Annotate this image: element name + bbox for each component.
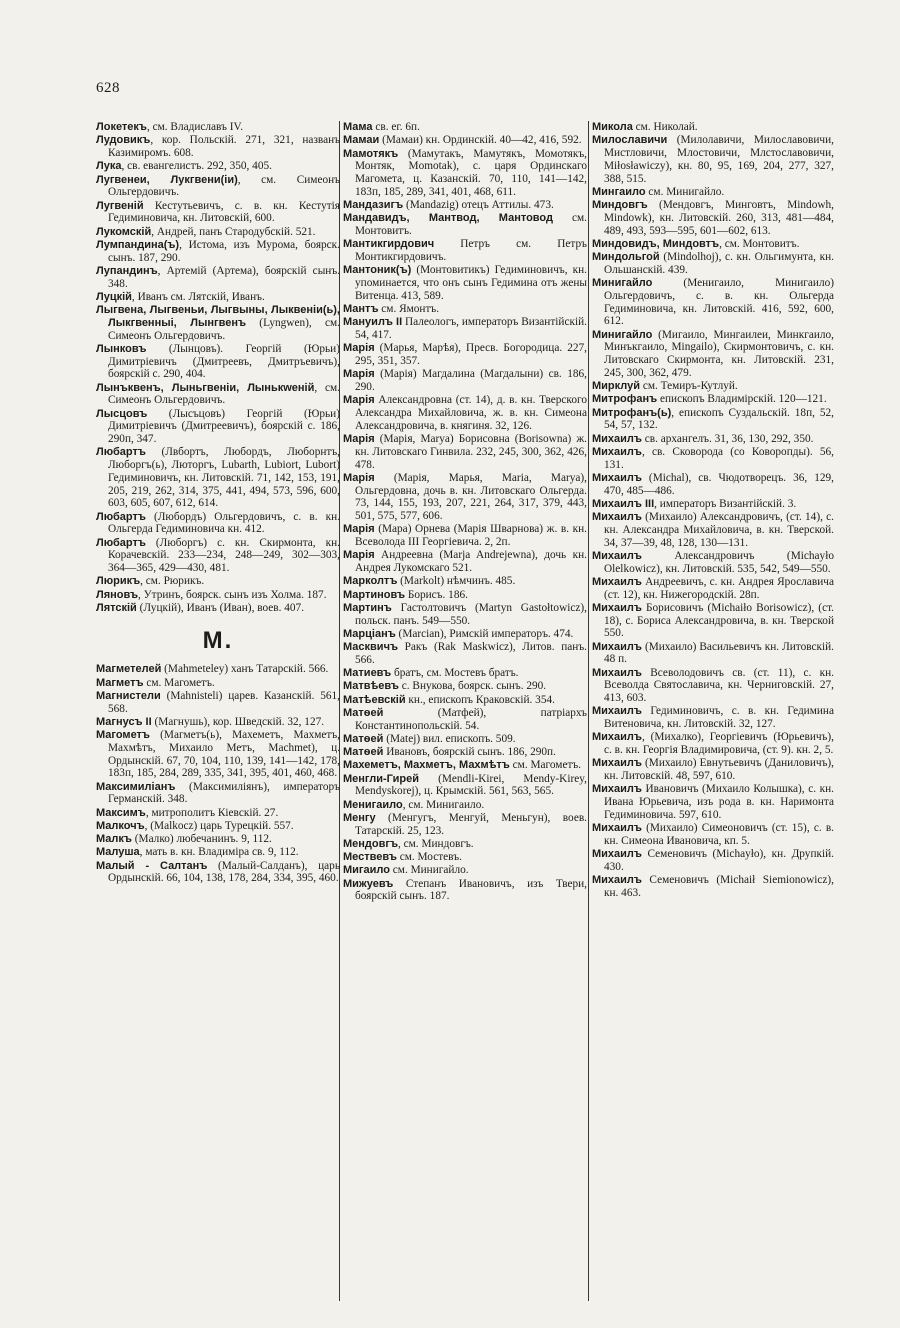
index-entry [96,537,340,575]
entry-text: (Менигаило, Минигаило) Ольгердовичъ, с. в. кн. Ольгерда Гедиминовича, кн. Литовскій. 416, 592, 600, 612. [604,277,834,328]
entry-text: , Артемій (Артема), боярскій сынъ. 348. [108,264,340,290]
index-entry [343,799,587,812]
entries-l [96,121,340,615]
index-entry [592,251,834,277]
entry-text: (Марія) Магдалина (Магдалыни) св. 186, 290. [355,368,587,393]
entry-headword: Марія [343,368,375,381]
entry-text: (Лвбортъ, Любордъ, Люборнтъ, Люборгъ(ь), Люторгъ, Lubarth, Lubiort, Lubort) Гедиминовичъ, кн. Литовскій. 71, 142, 153, 191, 205, 219, 262, 314, 375, 441, 494, 573, 596, 600, 603, 605, 607, 612, 614. [108,446,340,510]
entry-headword: Марія [343,394,375,407]
entry-text: см. Магометъ. [509,759,582,772]
index-entry [343,733,587,746]
index-entry [592,822,834,848]
index-entry [343,238,587,264]
entry-headword: Любартъ [96,446,146,459]
entry-headword: Миндовгъ [592,199,648,211]
entry-headword: Михаилъ [592,666,642,679]
entry-headword: Мамотякъ [343,147,399,160]
index-entry [592,511,834,549]
entry-headword: Мантикгирдович [343,238,435,251]
entry-text: Александровичъ (Michayło Olelkowicz), кн. Литовскій. 535, 542, 549—550. [604,549,834,575]
index-entry [96,716,340,729]
entry-text: см. Магометъ. [143,676,215,689]
entry-headword: Менгли-Гирей [343,772,419,785]
index-entry [592,238,834,251]
index-entry [343,680,587,693]
entry-headword: Марія [343,433,375,445]
index-entry [343,838,587,851]
entry-headword: Магметъ [96,676,144,689]
entry-headword: Лука [96,160,122,173]
entry-headword: Марціанъ [343,627,396,640]
index-entry [592,433,834,446]
entry-headword: Марія [343,471,375,484]
index-entry [592,498,834,511]
entry-text: (Matej) вил. епископъ. 509. [383,732,516,745]
index-entry [592,329,834,380]
entry-headword: Магнистели [96,689,161,702]
index-entry [96,846,340,859]
entry-headword: Любартъ [96,536,146,549]
index-entry [343,368,587,394]
entry-headword: Магнусъ II [96,715,152,728]
entry-text: (Магметъ(ь), Махеметъ, Махметъ, Махмѣтъ, Михаило Метъ, Machmet), ц. Ордынскій. 67, 70, 104, 110, 139, 141—142, 178, 183п, 185, 284, 289, 335, 341, 395, 401, 460, 468. [108,729,340,780]
entry-text: кн., епископъ Краковскій. 354. [405,693,555,706]
index-entry [343,472,587,523]
entry-headword: Мантъ [343,303,379,315]
entry-headword: Михаилъ [592,874,642,886]
entry-headword: Михаилъ [592,471,642,484]
entry-text: (Менгугъ, Менгуй, Меньгун), воев. Татарскій. 25, 123. [355,811,587,837]
index-entry [343,864,587,877]
entry-headword: Лятскій [96,601,137,614]
entry-headword: Лынъквенъ, Лыньгвеніи, Лынькwеній [96,381,315,394]
entry-text: , см. Владиславъ IV. [146,121,244,133]
index-column-3 [592,121,834,900]
entry-text: Палеологъ, императоръ Византійскій. 54, 417. [355,316,587,341]
index-entry [592,199,834,237]
entry-headword: Мама [343,121,373,133]
entry-text: Степанъ Ивановичъ, изъ Твери, боярскій сынъ. 187. [355,877,587,903]
entry-text: (Максимиліянъ), императоръ Германскій. 348. [108,780,340,806]
entry-headword: Марія [343,342,375,355]
index-entry [592,757,834,783]
index-entry [592,277,834,328]
entry-headword: Михаилъ [592,757,642,770]
entry-headword: Максимъ [96,806,146,819]
entry-text: , (Михалко), Георгіевичъ (Юрьевичъ), с. в. кн. Георгія Владимировича, (ст. 9). кн. 2, 5. [604,731,834,756]
entry-headword: Марколтъ [343,575,398,588]
entry-text: , см. Симеонъ Ольгердовичъ. [108,173,340,199]
entry-text: (Mendli-Kirei, Mendy-Kirey, Mendyskorej), ц. Крымскій. 561, 563, 565. [355,772,587,798]
entry-headword: Малуша [96,846,140,859]
index-entry [592,134,834,185]
index-entry [343,549,587,575]
entry-text: (Лысъцовъ) Георгій (Юрьи) Димитріевичъ (Дмитреевичъ), боярскій с. 186, 290п, 347. [108,407,340,445]
index-entry [343,773,587,799]
index-entry [96,860,340,886]
index-entry [343,878,587,904]
entry-headword: Махеметъ, Махметъ, Махмѣтъ [343,759,510,772]
index-entry [343,667,587,680]
entry-text: см. Минигайло. [645,185,725,198]
entry-headword: Марія [343,549,375,562]
entry-text: (Мамутакъ, Мамутякъ, Момотякъ, Монтяк, Momotak), с. царя Ординскаго Магомета, ц. Казанскій. 70, 110, 141—142, 183п, 185, 289, 341, 401, 468, 611. [355,147,587,198]
entry-headword: Магометъ [96,729,150,741]
entry-text: (Михаило) Симеоновичъ (ст. 15), с. в. кн. Симеона Ивановича, кп. 5. [604,822,834,847]
index-entry [343,316,587,342]
index-entry [343,694,587,707]
entry-text: (Marcian), Римскій императоръ. 474. [395,627,574,640]
entry-headword: Михаилъ [592,432,642,445]
entry-text: (Michal), св. Чюдотворецъ. 36, 129, 470, 485—486. [604,471,834,497]
entry-text: (Лынцовъ). Георгій (Юрьи) Димитріевичъ (Дмитреевъ, Дмитръевичъ), боярскій с. 290, 404. [108,342,340,381]
index-entry [96,343,340,381]
entry-headword: Ляновъ [96,588,139,601]
entry-text: (Mahmeteley) ханъ Татарскій. 566. [161,663,329,676]
entry-text: , митрополитъ Кіевскій. 27. [145,806,279,819]
entry-headword: Малкочъ [96,819,145,832]
entry-text: , см. Минигаило. [402,798,485,811]
entry-headword: Лынковъ [96,342,147,355]
index-entry [96,807,340,820]
entry-text: (Марья, Марѣя), Пресв. Богородица. 227, 295, 351, 357. [355,342,587,367]
entries-m3 [592,121,834,900]
entry-headword: Милославичи [592,134,668,147]
entry-text: (Михаило) Евнутьевичъ (Даниловичъ), кн. Литовскій. 48, 597, 610. [604,757,834,782]
index-entry [592,783,834,821]
entry-headword: Малый - Салтанъ [96,859,208,872]
index-entry [96,408,340,446]
entry-headword: Мануилъ II [343,316,403,329]
entry-text: (Mandazig) отецъ Аттилы. 473. [403,199,554,211]
entry-text: (Марія, Marya) Борисовна (Borisowna) ж. кн. Литовскаго Гинвила. 232, 245, 300, 362, 426, 478. [355,433,587,471]
index-entry [592,576,834,602]
entry-text: (Lyngwen), см. Симеонъ Ольгердовичъ. [108,316,340,342]
index-entry [96,382,340,408]
entry-headword: Мантоник(ъ) [343,264,412,277]
entry-text: братъ, см. Мостевъ братъ. [391,667,519,679]
index-entry [96,589,340,602]
entry-text: см. Монтовитъ. [355,212,587,237]
index-entry [96,575,340,588]
entry-headword: Мижуевъ [343,877,394,890]
entry-headword: Михаилъ [592,601,642,614]
entry-text: Борисовичъ (Michaiło Borisowicz), (ст. 18), с. Бориса Александровича, в. кн. Тверской 550. [604,601,834,640]
index-entry [96,174,340,200]
entry-text: , см. Симеонъ Ольгердовичъ. [108,381,340,407]
entry-text: с. Внукова, боярск. сынъ. 290. [398,680,547,693]
entry-text: (Любордъ) Ольгердовичъ, с. в. кн. Ольгерда Гедиминовича кн. 412. [108,510,340,536]
entry-headword: Матѳей [343,732,384,745]
entry-headword: Лупандинъ [96,264,158,277]
entry-headword: Михаилъ [592,549,642,562]
entry-text: Александровна (ст. 14), д. в. кн. Тверского Александра Михайловича, ж. в. кн. Симеона Александровича, в. княгиня. 32, 126. [355,394,587,432]
entry-headword: Миндовидъ, Миндовтъ [592,237,720,250]
entry-text: Петръ см. Петръ Монтикгирдовичъ. [355,238,587,263]
index-entry [343,199,587,212]
entry-text: Ракъ (Rak Maskwicz), Литов. панъ. 566. [355,641,587,666]
entry-text: (Монтовитикъ) Гедиминовичъ, кн. упоминается, что онъ сынъ Гедимина отъ жены Витенца. 413, 589. [355,264,587,302]
entry-text: , Андрей, панъ Стародубскій. 521. [151,225,316,238]
index-column-2 [343,121,587,904]
index-entry [96,304,340,342]
entry-text: (Магнушь), кор. Шведскій. 32, 127. [151,715,325,728]
entry-text: Семеновичъ (Michayło), кн. Друпкій. 430. [604,848,834,873]
entry-headword: Лудовикъ [96,134,151,147]
entry-headword: Менигаило [343,798,403,811]
entry-headword: Локетекъ [96,121,147,133]
index-entry [96,446,340,510]
entry-text: (Мара) Орнева (Марія Шварнова) ж. в. кн. Всеволода III Георгіевича. 2, 2п. [355,523,587,548]
entry-text: (Малый-Салданъ), царь Ордынскій. 66, 104, 138, 178, 284, 334, 395, 460. [108,859,340,885]
entry-text: (Марія, Марья, Maria, Marya), Ольгердовна, дочь в. кн. Литовскаго Ольгерда. 73, 144, 155, 193, 207, 221, 264, 317, 379, 443, 501, 575, 577, 606. [355,471,587,522]
index-entry [592,602,834,640]
entry-headword: Митрофанъ(ь) [592,406,672,419]
entry-headword: Михаилъ [592,848,642,860]
entry-headword: Лумпандина(ъ) [96,238,180,251]
index-column-1 [96,121,340,886]
index-entry [96,690,340,716]
entry-headword: Марія [343,523,375,536]
entry-text: (Луцкій), Иванъ (Иван), воев. 407. [136,601,305,614]
entry-headword: Менгу [343,811,376,824]
entry-headword: Любартъ [96,510,146,523]
entry-headword: Мендовгъ [343,837,398,850]
entry-headword: Михаилъ [592,731,642,744]
entry-text: (Мамаи) кн. Ординскій. 40—42, 416, 592. [379,134,582,147]
index-entry [343,121,587,134]
entry-headword: Минигайло [592,277,653,289]
index-entry [592,848,834,874]
entry-headword: Лыгвена, Лыгвеньи, Лыгвыны, Лыквеніи(ь), Лыкгвенныі, Лынгвенъ [96,304,340,329]
index-entry [592,407,834,433]
entry-headword: Матѣевскій [343,693,406,706]
section-letter-m: М. [202,626,234,654]
entry-headword: Лукомскій [96,225,152,238]
entry-text: , см. Рюрикъ. [140,575,205,588]
entry-text: Гастолтовичъ (Martyn Gastołtowicz), польск. панъ. 549—550. [355,601,587,627]
entry-headword: Мирклуй [592,380,641,392]
index-entry [343,342,587,368]
entry-headword: Митрофанъ [592,393,658,406]
entry-text: , Истома, изъ Мурома, боярск. сынъ. 187, 290. [108,238,340,264]
entry-headword: Минигайло [592,328,653,341]
entry-headword: Малкъ [96,833,132,845]
entry-text: Андреевичъ, с. кн. Андрея Ярославича (ст. 12), кн. Нижегородскій. 28п. [604,575,834,601]
index-entry [343,602,587,628]
index-entry [96,200,340,226]
entry-headword: Матиевъ [343,667,392,679]
index-entry [343,759,587,772]
entry-text: епископъ Владимірскій. 120—121. [657,393,827,406]
entry-headword: Михаилъ [592,640,642,653]
entry-text: , императоръ Византійскій. 3. [654,497,797,510]
entry-text: , Иванъ см. Лятскій, Иванъ. [131,290,265,303]
index-entry [592,874,834,900]
entry-text: Андреевна (Marja Andrejewna), дочь кн. Андрея Лукомскаго 521. [355,549,587,574]
index-entry [96,781,340,807]
entry-text: см. Николай. [632,121,698,133]
index-entry [343,134,587,147]
entry-headword: Матѳей [343,746,384,758]
entry-headword: Масквичъ [343,641,398,653]
entry-text: (Мендовгъ, Минговтъ, Mindowh, Mindowk), кн. Литовскій. 260, 313, 481—484, 489, 493, 593—595, 601—602, 613. [604,199,834,237]
entry-headword: Михаилъ [592,705,642,718]
entry-headword: Микола [592,121,633,133]
entry-text: Семеновичъ (Michaił Siemionowicz), кн. 463. [604,874,834,899]
entry-headword: Михаилъ [592,511,642,523]
entry-text: см. Минигайло. [389,864,469,877]
entry-headword: Матѳей [343,706,384,719]
entry-headword: Михаилъ [592,445,642,458]
entry-text: Кестутьевичъ, с. в. кн. Кестутія Гедиминовича, кн. Литовскій, 600. [108,199,340,225]
entry-text: , см. Монтовитъ. [719,237,800,250]
entry-headword: Максимиліанъ [96,780,176,793]
page-number: 628 [96,80,120,96]
entry-text: св. ег. 6п. [372,121,420,133]
index-entry [592,705,834,731]
index-entry [592,472,834,498]
index-entry [96,239,340,265]
index-entry [96,820,340,833]
entry-headword: Лугвенеи, Лукгвени(іи) [96,173,238,186]
entry-text: , Утринъ, боярск. сынъ изъ Холма. 187. [138,588,327,601]
index-entry [592,446,834,472]
entry-headword: Матвѣевъ [343,680,399,693]
entry-headword: Мествевъ [343,851,397,863]
entry-headword: Михаилъ [592,783,642,796]
entry-text: , мать в. кн. Владиміра св. 9, 112. [139,846,299,859]
index-entry [343,707,587,733]
entry-headword: Мартинъ [343,601,392,614]
entry-text: , св. Сковорода (со Коворопды). 56, 131. [604,445,834,471]
entry-text: (Матфей), патріархъ Константинопольскій. 54. [355,706,587,732]
entry-text: (Люборгъ) с. кн. Скирмонта, кн. Корачевскій. 233—234, 248—249, 302—303, 364—365, 429—430, 481. [108,536,340,574]
entry-text: Ивановъ, боярскій сынъ. 186, 290п. [383,746,556,758]
entry-text: Борисъ. 186. [405,588,468,601]
entry-headword: Люрикъ [96,575,141,588]
index-entry [343,264,587,302]
index-entry [96,602,340,615]
index-entry [343,433,587,471]
entry-headword: Мигаило [343,864,390,877]
index-entry [592,393,834,406]
index-entry [96,121,340,134]
index-entry [343,575,587,588]
entries-m2 [343,121,587,903]
index-entry [592,380,834,393]
index-entry [343,148,587,199]
entry-text: Всеволодовичъ св. (ст. 11), с. кн. Всеволда Святославича, кн. Черниговскій. 27, 413, 603. [604,666,834,704]
entry-text: (Милолавичи, Милославовичи, Мистловичи, Млостовичи, Млстославовичи, Miłosławiczy), кн. 80, 95, 169, 204, 277, 327, 388, 515. [604,134,834,185]
index-entry [96,677,340,690]
index-entry [343,628,587,641]
entry-headword: Мандавидъ, Мантвод, Мантовод [343,212,553,225]
entry-text: (Mahnisteli) царев. Казанскій. 561, 568. [108,689,340,715]
entry-text: , епископъ Суздальскій. 18п, 52, 54, 57, 132. [604,406,834,432]
entry-text: (Мигаило, Мингаилеи, Минкгаило, Минъкгаило, Mingailo), Скирмонтовичъ, с. кн. Литовскаго Скирмонта, кн. Литовскій. 231, 245, 300, 362, 479. [604,328,834,379]
column-divider [588,121,589,1301]
entry-headword: Лугвеній [96,199,144,212]
index-entry [343,641,587,667]
entry-text: св. архангелъ. 31, 36, 130, 292, 350. [641,432,814,445]
index-entry [592,667,834,705]
entry-text: Гедиминовичъ, с. в. кн. Гедимина Витеновича, кн. Литовскій. 32, 127. [604,705,834,730]
entry-text: см. Ямонтъ. [378,303,440,315]
entry-text: Ивановичъ (Михаило Колышка), с. кн. Ивана Юрьевича, изъ рода в. кн. Наримонта Гедиминовича. 597, 610. [604,783,834,821]
entry-text: (Михаило) Александровичъ, (ст. 14), с. кн. Александра Михайловича, в. кн. Тверской. 34, 37—39, 48, 128, 130—131. [604,511,834,549]
index-entry [96,265,340,291]
index-entry [343,394,587,432]
index-entry [343,746,587,759]
index-entry [343,523,587,549]
index-entry [96,134,340,160]
entry-text: см. Мостевъ. [396,851,462,863]
entry-headword: Михаилъ [592,822,642,834]
entry-headword: Миндольгой [592,251,660,263]
entry-text: (Mindolhoj), с. кн. Ольгимунта, кн. Ольшанскій. 439. [604,251,834,276]
entry-text: см. Темиръ-Кутлуй. [640,380,738,392]
index-entry [592,731,834,757]
entry-text: , см. Миндовгъ. [398,837,474,850]
entry-headword: Мартиновъ [343,588,406,601]
index-entry [343,212,587,238]
index-entry [96,833,340,846]
entry-headword: Мамаи [343,134,380,147]
entry-text: , (Malkocz) царь Турецкій. 557. [144,819,294,832]
index-entry [96,663,340,676]
index-entry [343,589,587,602]
entry-headword: Мандазигъ [343,199,404,211]
index-entry [592,186,834,199]
entries-m [96,663,340,885]
index-entry [96,291,340,304]
index-entry [343,303,587,316]
index-entry [96,226,340,239]
entry-headword: Лысцовъ [96,407,148,420]
entry-text: (Михаило) Васильевичъ кн. Литовскій. 48 п. [604,640,834,666]
entry-text: , св. евангелистъ. 292, 350, 405. [121,160,272,173]
entry-headword: Мингаило [592,185,646,198]
index-entry [96,160,340,173]
entry-headword: Луцкій [96,290,132,303]
index-entry [592,550,834,576]
index-entry [592,121,834,134]
entry-headword: Магметелей [96,663,162,676]
index-entry [96,511,340,537]
entry-headword: Михаилъ III [592,497,655,510]
index-entry [343,812,587,838]
entry-text: , кор. Польскій. 271, 321, названъ Казимиромъ. 608. [108,134,340,159]
index-entry [96,729,340,780]
index-entry [592,641,834,667]
index-entry [343,851,587,864]
entry-text: (Малко) любечанинъ. 9, 112. [131,833,272,845]
entry-text: (Markolt) нѣмчинъ. 485. [397,575,516,588]
entry-headword: Михаилъ [592,575,642,588]
